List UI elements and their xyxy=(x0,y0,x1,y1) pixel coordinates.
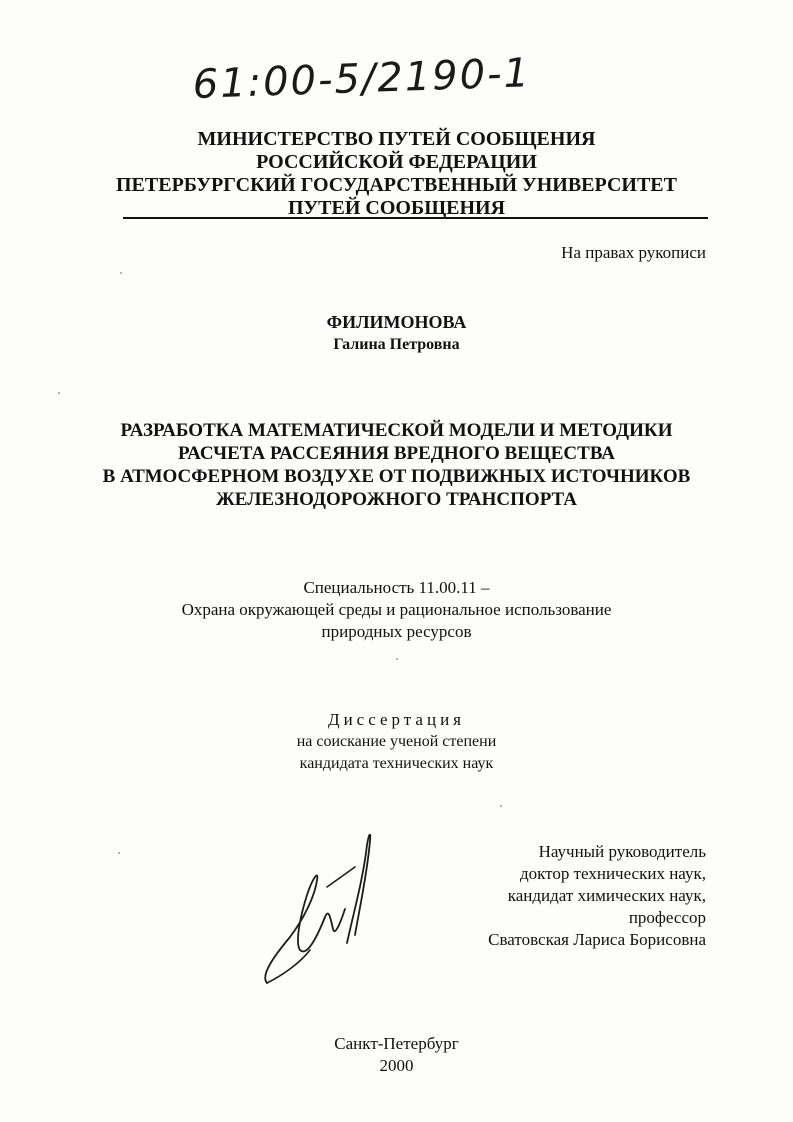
city: Санкт-Петербург xyxy=(334,1034,459,1053)
scan-speck xyxy=(58,392,60,394)
specialty-name: природных ресурсов xyxy=(321,622,472,641)
ministry-header xyxy=(0,128,793,220)
author-surname: ФИЛИМОНОВА xyxy=(326,312,467,332)
title-line: РАСЧЕТА РАССЕЯНИЯ ВРЕДНОГО ВЕЩЕСТВА xyxy=(177,443,616,464)
author-given-name: Галина Петровна xyxy=(333,336,460,353)
supervisor-rank: профессор xyxy=(628,908,706,927)
thesis-title xyxy=(0,419,793,511)
title-line: ЖЕЛЕЗНОДОРОЖНОГО ТРАНСПОРТА xyxy=(216,489,577,510)
ministry-line: МИНИСТЕРСТВО ПУТЕЙ СООБЩЕНИЯ xyxy=(197,128,596,150)
specialty-code: Специальность 11.00.11 – xyxy=(303,578,490,597)
year: 2000 xyxy=(379,1056,414,1075)
title-line: РАЗРАБОТКА МАТЕМАТИЧЕСКОЙ МОДЕЛИ И МЕТОДИКИ xyxy=(120,420,673,441)
scan-speck xyxy=(500,805,502,807)
supervisor-role: Научный руководитель xyxy=(538,842,706,861)
scan-speck xyxy=(118,852,120,854)
title-line: В АТМОСФЕРНОМ ВОЗДУХЕ ОТ ПОДВИЖНЫХ ИСТОЧНИКОВ xyxy=(102,466,691,487)
header-divider xyxy=(123,217,708,219)
rights-note: На правах рукописи xyxy=(561,243,706,262)
university-line: ПЕТЕРБУРГСКИЙ ГОСУДАРСТВЕННЫЙ УНИВЕРСИТЕТ xyxy=(116,174,677,196)
dissertation-heading: Диссертация xyxy=(327,710,465,729)
scan-speck xyxy=(120,272,122,274)
specialty-name: Охрана окружающей среды и рациональное использование xyxy=(181,600,612,619)
supervisor-block xyxy=(488,841,706,951)
university-line: ПУТЕЙ СООБЩЕНИЯ xyxy=(287,197,506,219)
ministry-line: РОССИЙСКОЙ ФЕДЕРАЦИИ xyxy=(256,151,537,173)
footer-block xyxy=(0,1033,793,1077)
supervisor-degree: кандидат химических наук, xyxy=(507,886,706,905)
dissertation-block xyxy=(0,709,793,775)
dissertation-line: на соискание ученой степени xyxy=(296,733,497,750)
supervisor-degree: доктор технических наук, xyxy=(519,864,706,883)
specialty-block xyxy=(0,577,793,643)
supervisor-name: Сватовская Лариса Борисовна xyxy=(488,930,706,949)
scan-speck xyxy=(396,658,398,660)
handwritten-catalog-number: 61:00-5/2190-1 xyxy=(192,50,532,108)
dissertation-line: кандидата технических наук xyxy=(299,755,494,772)
handwritten-signature xyxy=(255,825,385,995)
